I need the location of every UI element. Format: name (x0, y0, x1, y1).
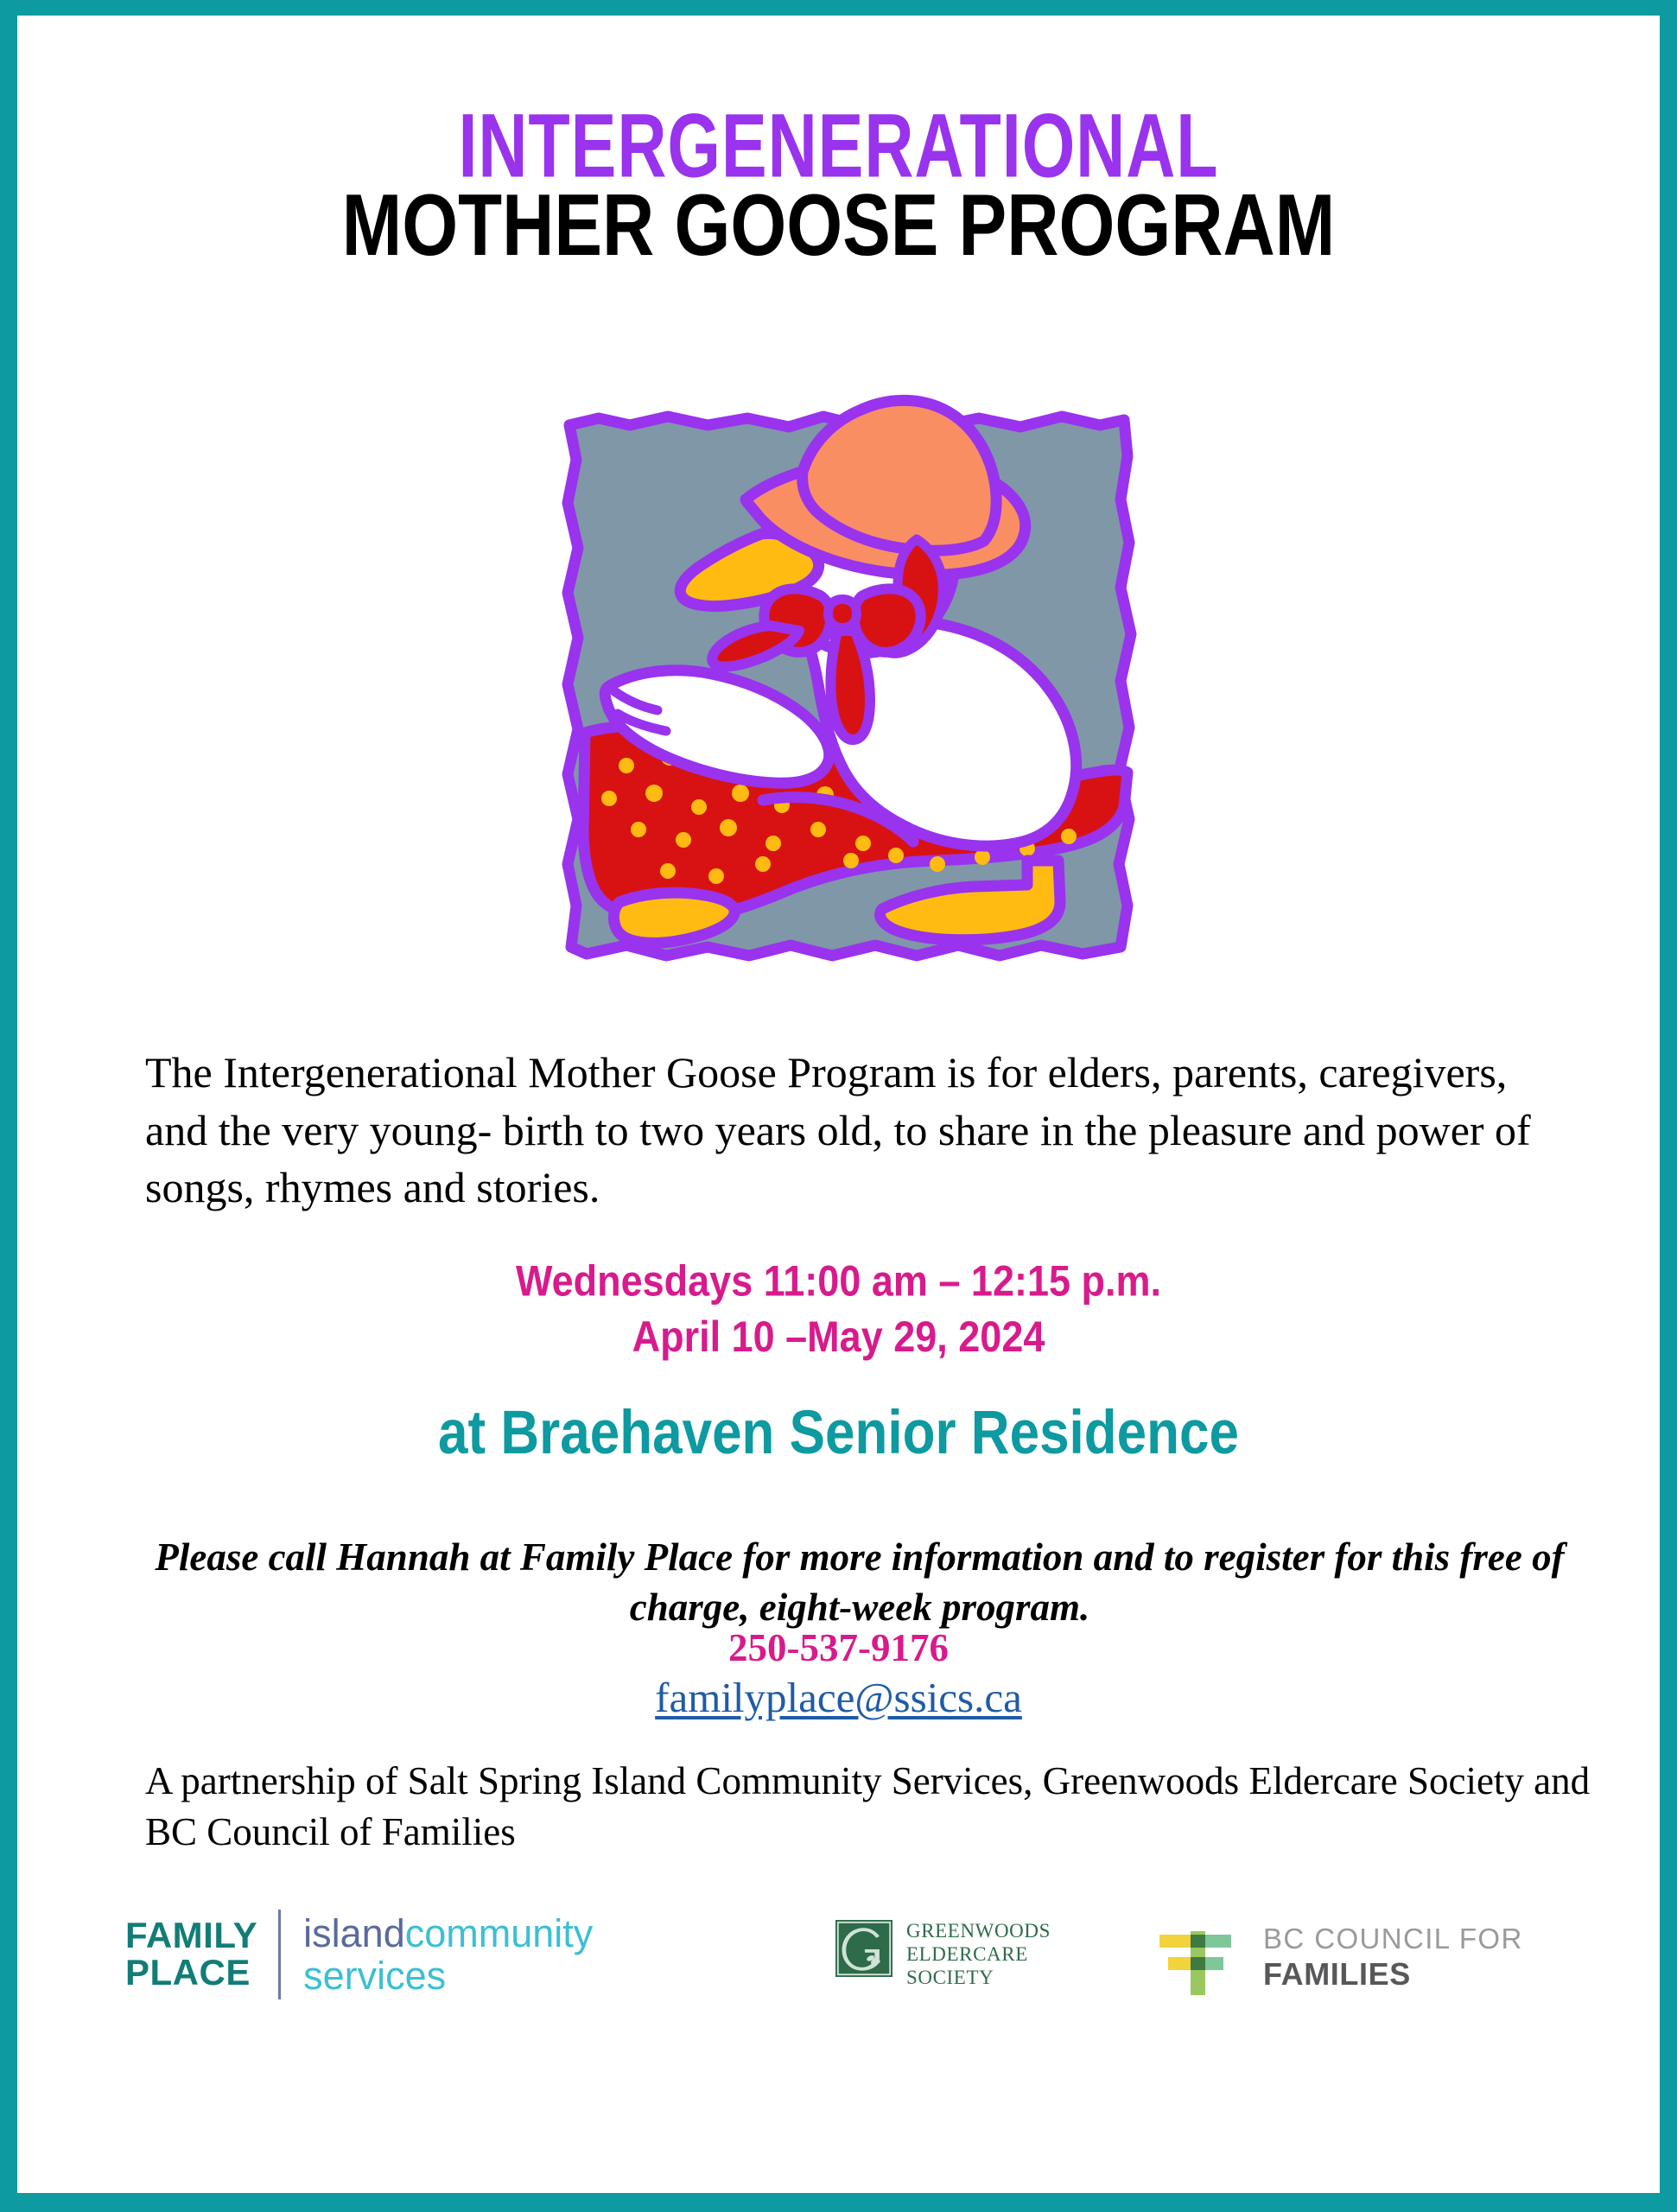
logo-bc-council-for-families (1158, 1910, 1523, 2005)
venue-line: at Braehaven Senior Residence (438, 1398, 1239, 1468)
island-community-services-wordmark (303, 1912, 593, 1998)
family-place-line1: FAMILY (125, 1915, 258, 1956)
bccf-line1: BC COUNCIL FOR (1263, 1922, 1523, 1955)
poster-heading (17, 16, 1660, 275)
bccf-wordmark (1263, 1922, 1523, 1993)
logo-greenwoods-eldercare (834, 1918, 1051, 2005)
intro-paragraph: The Intergenerational Mother Goose Program is for elders, parents, caregivers, and the very young- birth to two years old, to share in the pleasure and power of songs, rhymes and stories. (145, 1048, 1531, 1211)
schedule-time: Wednesdays 11:00 am – 12:15 p.m. (515, 1255, 1162, 1306)
title-intergenerational: INTERGENERATIONAL (458, 95, 1219, 197)
email-link[interactable]: familyplace@ssics.ca (655, 1674, 1022, 1721)
logo-divider (278, 1910, 281, 1999)
logo-family-place (125, 1903, 593, 2006)
logo-strip (17, 1897, 1660, 2018)
ics-community-text: community (404, 1910, 594, 1955)
bccf-line2: FAMILIES (1263, 1955, 1411, 1992)
greenwoods-g-monogram-icon (834, 1918, 894, 1979)
greenwoods-line1: GREENWOODS (906, 1920, 1051, 1942)
greenwoods-wordmark (906, 1918, 1051, 1990)
registration-instructions: Please call Hannah at Family Place for more information and to register for this free of charge, eight-week program. (155, 1535, 1565, 1629)
phone-number: 250-537-9176 (728, 1626, 949, 1669)
ics-island-text: island (303, 1910, 405, 1955)
family-place-wordmark (125, 1917, 257, 1992)
schedule-dates: April 10 –May 29, 2024 (632, 1311, 1045, 1361)
greenwoods-line3: SOCIETY (906, 1966, 994, 1988)
email-line (17, 1673, 1660, 1724)
poster-sheet (17, 16, 1660, 2193)
bccf-f-mark-icon (1158, 1917, 1242, 1997)
schedule-block (17, 1253, 1660, 1364)
title-mother-goose-program: MOTHER GOOSE PROGRAM (341, 176, 1336, 275)
mother-goose-illustration (547, 387, 1152, 992)
ics-services-text: services (303, 1954, 447, 1998)
greenwoods-line2: ELDERCARE (906, 1942, 1028, 1965)
ics-line1 (303, 1912, 593, 1955)
family-place-line2: PLACE (125, 1952, 251, 1993)
partnership-text: A partnership of Salt Spring Island Community Services, Greenwoods Eldercare Society and BC Council of Families (145, 1759, 1591, 1854)
